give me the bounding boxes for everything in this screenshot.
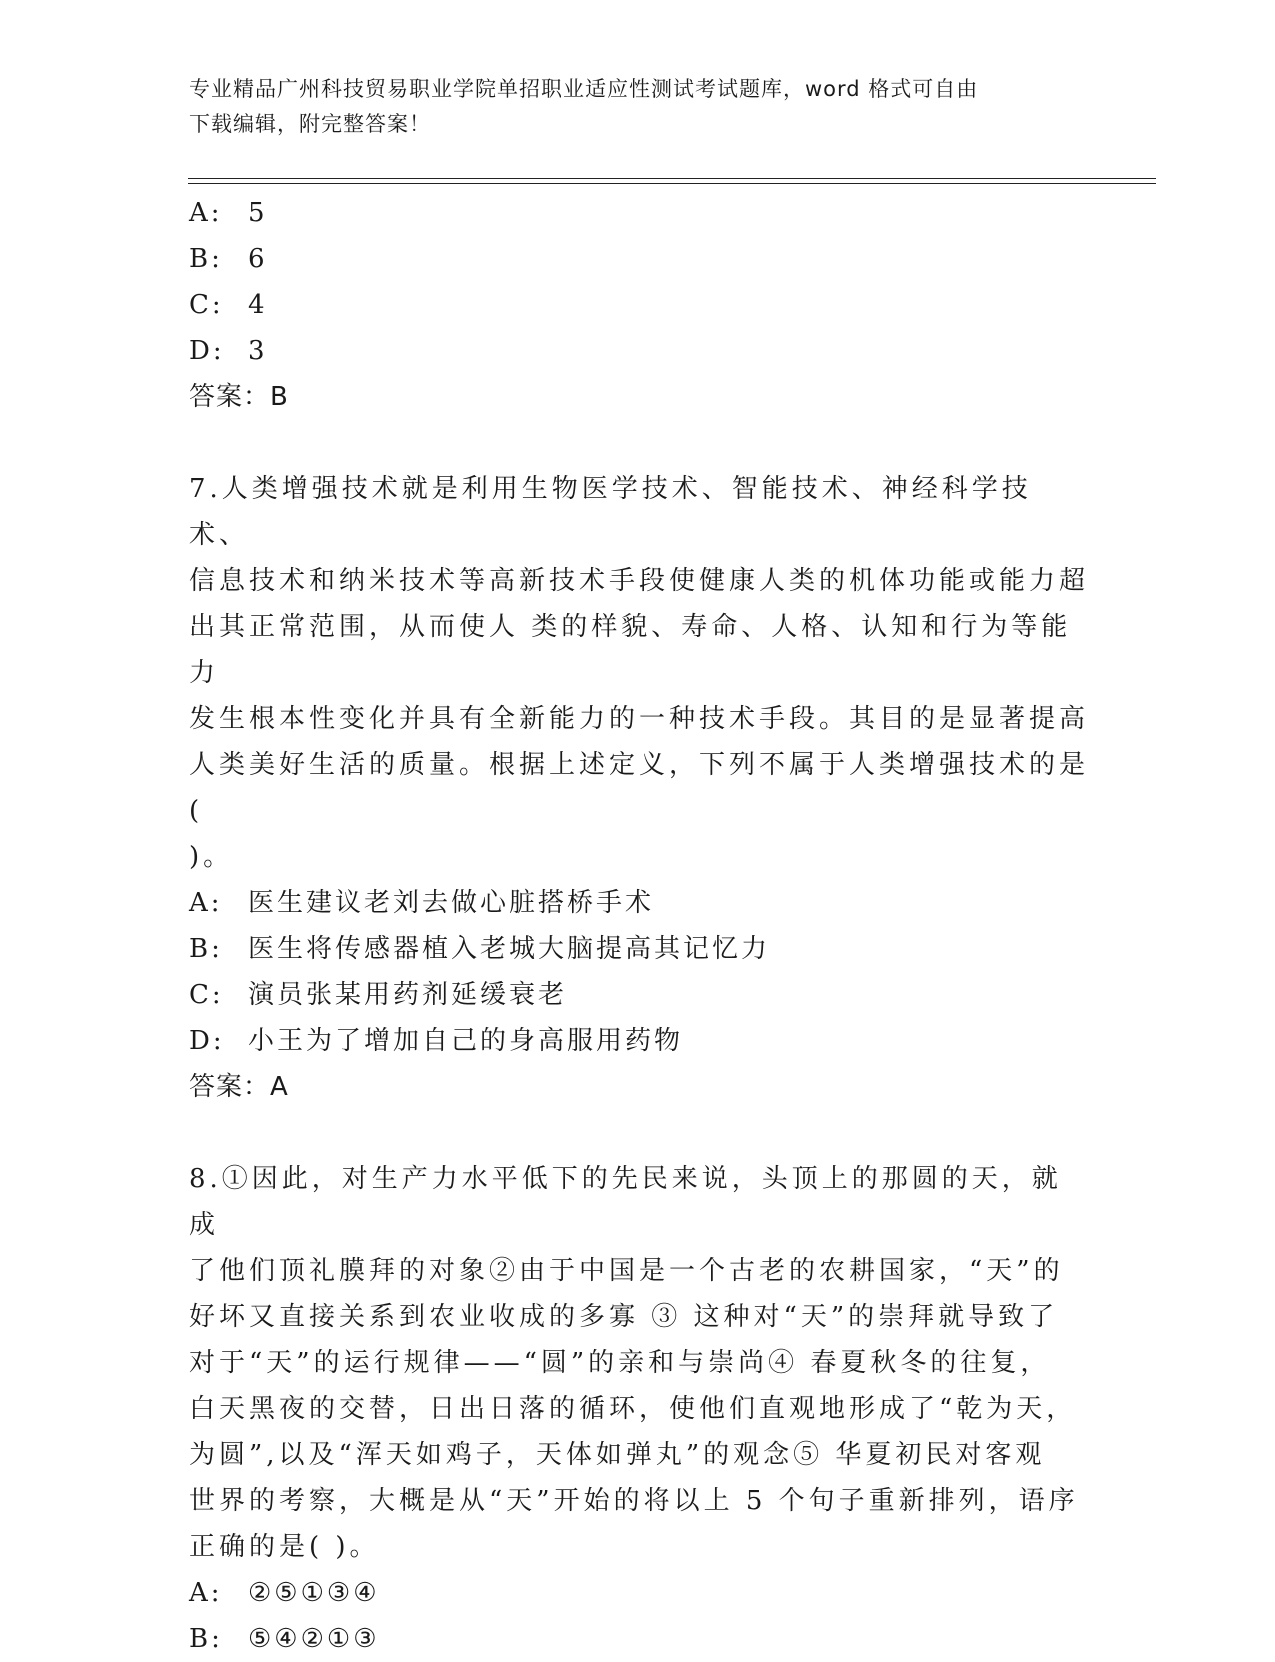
stem-line: 为圆”,以及“浑天如鸡子，天体如弹丸”的观念⑤ 华夏初民对客观 [189,1440,1046,1470]
option-b [189,236,1089,282]
stem-line: 好坏又直接关系到农业收成的多寡 ③ 这种对“天”的崇拜就导致了 [189,1302,1059,1332]
option-letter: A: [189,1578,223,1608]
option-letter: D: [189,1026,225,1056]
answer-line: 答案：A [189,1072,289,1102]
option-text: 6 [248,244,268,274]
option-letter: A: [189,198,223,228]
option-text: 演员张某用药剂延缓衰老 [248,980,568,1010]
option-letter: C: [189,980,224,1010]
header-rule-bottom [188,183,1156,184]
option-text: ②⑤①③④ [248,1578,380,1608]
stem-line: 发生根本性变化并具有全新能力的一种技术手段。其目的是显著提高 [189,704,1090,734]
option-letter: C: [189,290,224,320]
stem-line: 信息技术和纳米技术等高新技术手段使健康人类的机体功能或能力超 [189,566,1090,596]
stem-line: 8.①因此，对生产力水平低下的先民来说，头顶上的那圆的天，就成 [189,1164,1062,1240]
option-letter: A: [189,888,223,918]
stem-line: 正确的是( )。 [189,1532,380,1562]
option-c [189,282,1089,328]
option-text: ⑤④②①③ [248,1624,380,1654]
option-text: 4 [248,290,268,320]
option-a [189,190,1089,236]
option-d [189,328,1089,374]
question-6 [189,190,1089,420]
option-text: 医生建议老刘去做心脏搭桥手术 [248,888,655,918]
option-c [189,972,1089,1018]
option-text: 3 [248,336,268,366]
question-7 [189,466,1089,1110]
stem-line: 7.人类增强技术就是利用生物医学技术、智能技术、神经科学技术、 [189,474,1032,550]
option-d [189,1018,1089,1064]
answer-line: 答案：B [189,382,289,412]
page-header [189,72,1089,142]
option-a [189,880,1089,926]
spacer [189,1110,1089,1156]
question-content [189,190,1089,1662]
stem-line: 人类美好生活的质量。根据上述定义，下列不属于人类增强技术的是( [189,750,1090,826]
header-line-1: 专业精品广州科技贸易职业学院单招职业适应性测试考试题库，word 格式可自由 [189,77,979,101]
option-text: 医生将传感器植入老城大脑提高其记忆力 [248,934,771,964]
option-letter: B: [189,1624,223,1654]
stem-line: 白天黑夜的交替，日出日落的循环，使他们直观地形成了“乾为天， [189,1394,1077,1424]
stem-line: )。 [189,842,234,872]
option-text: 5 [248,198,268,228]
question-8 [189,1156,1089,1662]
option-b [189,1616,1089,1662]
header-rule-top [188,178,1156,179]
stem-line: 出其正常范围，从而使人 类的样貌、寿命、人格、认知和行为等能力 [189,612,1072,688]
stem-line: 世界的考察，大概是从“天”开始的将以上 5 个句子重新排列，语序 [189,1486,1079,1516]
spacer [189,420,1089,466]
option-letter: B: [189,934,223,964]
option-a [189,1570,1089,1616]
question-stem [189,1156,1089,1570]
question-stem [189,466,1089,880]
header-line-2: 下载编辑，附完整答案！ [189,112,431,136]
option-b [189,926,1089,972]
option-letter: B: [189,244,223,274]
stem-line: 了他们顶礼膜拜的对象②由于中国是一个古老的农耕国家，“天”的 [189,1256,1064,1286]
option-text: 小王为了增加自己的身高服用药物 [248,1026,684,1056]
option-letter: D: [189,336,225,366]
stem-line: 对于“天”的运行规律——“圆”的亲和与崇尚④ 春夏秋冬的往复， [189,1348,1051,1378]
